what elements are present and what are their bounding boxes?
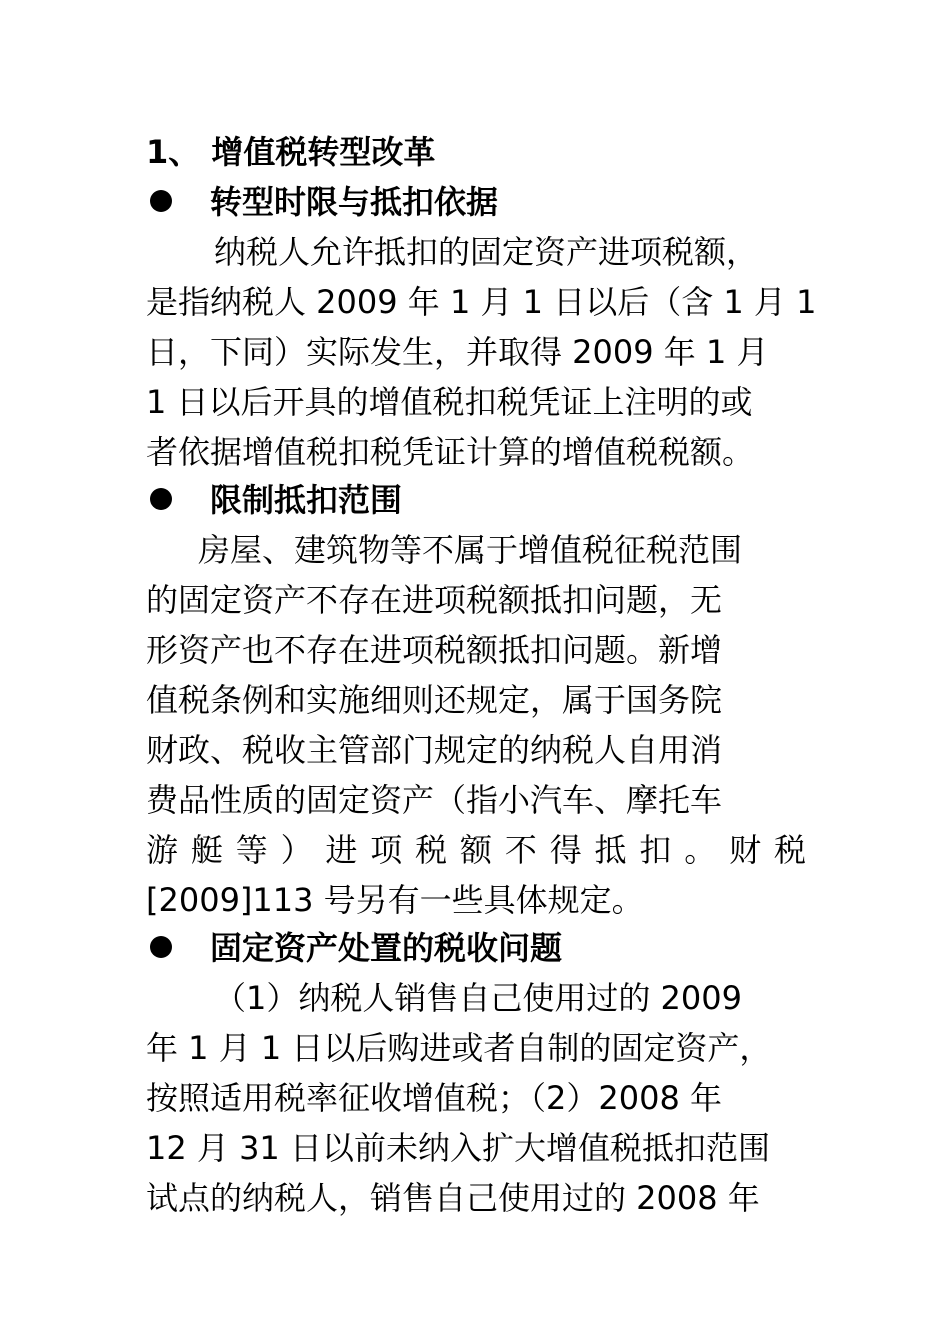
- paragraph-line: 房屋、建筑物等不属于增值税征税范围: [198, 531, 743, 569]
- paragraph-line: 按照适用税率征收增值税；（2）2008 年: [146, 1079, 722, 1117]
- bullet-icon: [150, 488, 172, 510]
- paragraph-line: 的固定资产不存在进项税额抵扣问题，无: [146, 581, 723, 619]
- paragraph-line: 12 月 31 日以前未纳入扩大增值税抵扣范围: [146, 1129, 770, 1167]
- paragraph-line: 形资产也不存在进项税额抵扣问题。新增: [146, 631, 723, 669]
- bullet-item-2: [146, 480, 806, 520]
- paragraph-line: 年 1 月 1 日以后购进或者自制的固定资产，: [146, 1029, 772, 1067]
- bullet-title: 固定资产处置的税收问题: [210, 929, 563, 967]
- paragraph-line: 游艇等）进项税额不得抵扣。财税: [146, 831, 806, 869]
- bullet-icon: [150, 936, 172, 958]
- paragraph-line: （1）纳税人销售自己使用过的 2009: [214, 979, 742, 1017]
- paragraph-line: 是指纳税人 2009 年 1 月 1 日以后（含 1 月 1: [146, 283, 817, 321]
- paragraph-line: 纳税人允许抵扣的固定资产进项税额，: [214, 233, 759, 271]
- paragraph-line: 日，下同）实际发生，并取得 2009 年 1 月: [146, 333, 769, 371]
- bullet-title: 转型时限与抵扣依据: [210, 183, 499, 221]
- paragraph-line: 试点的纳税人，销售自己使用过的 2008 年: [146, 1179, 760, 1217]
- bullet-item-1: [146, 182, 806, 222]
- bullet-item-3: [146, 928, 806, 968]
- paragraph-line: 费品性质的固定资产（指小汽车、摩托车: [146, 781, 723, 819]
- paragraph-line: 财政、税收主管部门规定的纳税人自用消: [146, 731, 723, 769]
- paragraph-line: [2009]113 号另有一些具体规定。: [146, 881, 644, 919]
- paragraph-line: 者依据增值税扣税凭证计算的增值税税额。: [146, 433, 755, 471]
- section-heading: 1、 增值税转型改革: [146, 133, 436, 171]
- bullet-title: 限制抵扣范围: [210, 481, 403, 519]
- bullet-icon: [150, 190, 172, 212]
- paragraph-line: 1 日以后开具的增值税扣税凭证上注明的或: [146, 383, 753, 421]
- paragraph-line: 值税条例和实施细则还规定，属于国务院: [146, 681, 723, 719]
